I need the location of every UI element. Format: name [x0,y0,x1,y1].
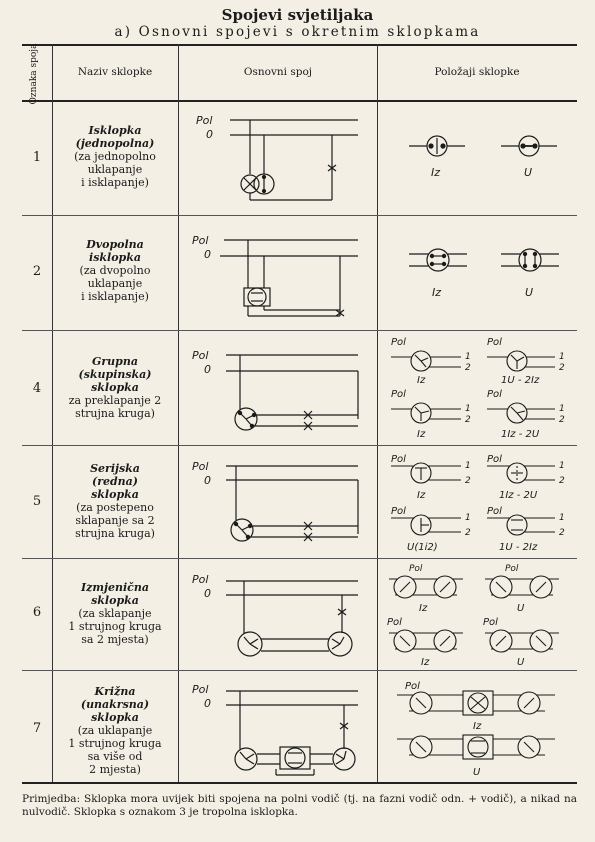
table-bottom-rule [22,782,577,784]
wire-label: 1 [465,461,471,471]
position-label: U [517,657,525,668]
pol-label: Pol [387,617,402,628]
circuit-diagram [180,331,376,445]
zero-label: 0 [206,128,213,141]
position-label: U [473,767,481,778]
row-code: 5 [32,494,42,509]
position-label: 1U - 2Iz [499,542,538,553]
circuit-diagram [180,216,376,330]
table-row [22,331,577,445]
pol-label: Pol [487,454,502,465]
pol-label: Pol [405,681,420,692]
pol-label: Pol [391,337,406,348]
switch-positions [379,446,575,558]
position-label: Iz [432,286,442,299]
position-label: 1Iz - 2U [501,429,540,440]
zero-label: 0 [204,587,211,600]
page-title: Spojevi svjetiljaka [221,6,374,24]
zero-label: 0 [204,363,211,376]
row-code: 7 [32,721,42,736]
pol-label: Pol [391,389,406,400]
pol-label: Pol [192,234,209,247]
row-name: Isklopka (jednopolna) (za jednopolno uklapanje i isklapanje) [74,124,156,189]
table-row [22,559,577,670]
switch-positions [379,102,575,215]
wire-label: 2 [465,476,471,486]
header-positions: Položaji sklopke [434,66,520,78]
zero-label: 0 [204,697,211,710]
switch-positions [379,331,575,445]
pol-label: Pol [391,454,406,465]
position-label: U(1i2) [407,542,438,553]
position-label: U [517,603,525,614]
position-label: Iz [421,657,430,668]
wire-label: 1 [559,352,565,362]
footnote: Primjedba: Sklopka mora uvijek biti spojena na polni vodič (tj. na fazni vodič odn. + vodič), a nikad na nulvodič. Sklopka s oznakom 3 je tropolna isklopka. [22,793,577,818]
table-row [22,446,577,558]
switch-positions [379,216,575,330]
position-label: 1U - 2Iz [501,375,540,386]
header-code: Oznaka spoja [29,43,39,105]
circuit-diagram [180,102,376,215]
header-circuit: Osnovni spoj [243,66,313,78]
position-label: Iz [417,429,426,440]
wire-label: 2 [559,528,565,538]
wire-label: 1 [559,461,565,471]
pol-label: Pol [483,617,498,628]
pol-label: Pol [505,564,519,574]
pol-label: Pol [391,506,406,517]
row-code: 1 [32,150,42,165]
pol-label: Pol [487,337,502,348]
pol-label: Pol [409,564,423,574]
row-name: Izmjenična sklopka (za sklapanje 1 strujnog kruga sa 2 mjesta) [68,581,162,646]
wire-label: 2 [465,528,471,538]
row-code: 4 [32,381,42,396]
position-label: U [524,166,533,179]
row-code: 6 [32,605,42,620]
switch-positions [379,671,575,782]
wire-label: 1 [465,352,471,362]
position-label: Iz [473,721,482,732]
position-label: Iz [417,490,426,501]
zero-label: 0 [204,474,211,487]
pol-label: Pol [196,114,213,127]
wire-label: 2 [559,415,565,425]
wire-label: 2 [559,476,565,486]
wire-label: 1 [559,404,565,414]
table-top-rule [22,44,577,46]
pol-label: Pol [192,683,209,696]
circuit-diagram [180,671,376,782]
table-row [22,102,577,215]
position-label: Iz [419,603,428,614]
wire-label: 1 [465,513,471,523]
pol-label: Pol [192,349,209,362]
row-name: Serijska (redna) sklopka (za postepeno sklapanje sa 2 strujna kruga) [75,462,155,540]
header-name: Naziv sklopke [77,66,153,78]
wire-label: 2 [559,363,565,373]
wire-label: 1 [465,404,471,414]
row-name: Dvopolna isklopka (za dvopolno uklapanje i isklapanje) [79,238,151,303]
row-code: 2 [32,264,42,279]
circuit-diagram [180,446,376,558]
pol-label: Pol [487,389,502,400]
zero-label: 0 [204,248,211,261]
row-name: Grupna (skupinska) sklopka za preklapanje 2 strujna kruga) [68,355,162,420]
wire-label: 2 [465,415,471,425]
pol-label: Pol [192,460,209,473]
table-row [22,671,577,782]
pol-label: Pol [487,506,502,517]
wire-label: 2 [465,363,471,373]
position-label: 1Iz - 2U [499,490,538,501]
switch-table [22,44,577,784]
wire-label: 1 [559,513,565,523]
table-row [22,216,577,330]
position-label: Iz [417,375,426,386]
row-name: Križna (unakrsna) sklopka (za uklapanje 1 strujnog kruga sa više od 2 mjesta) [68,685,162,776]
position-label: Iz [431,166,441,179]
switch-positions [379,559,575,670]
position-label: U [525,286,534,299]
pol-label: Pol [192,573,209,586]
page-subtitle: a) Osnovni spojevi s okretnim sklopkama [114,24,481,40]
circuit-diagram [180,559,376,670]
